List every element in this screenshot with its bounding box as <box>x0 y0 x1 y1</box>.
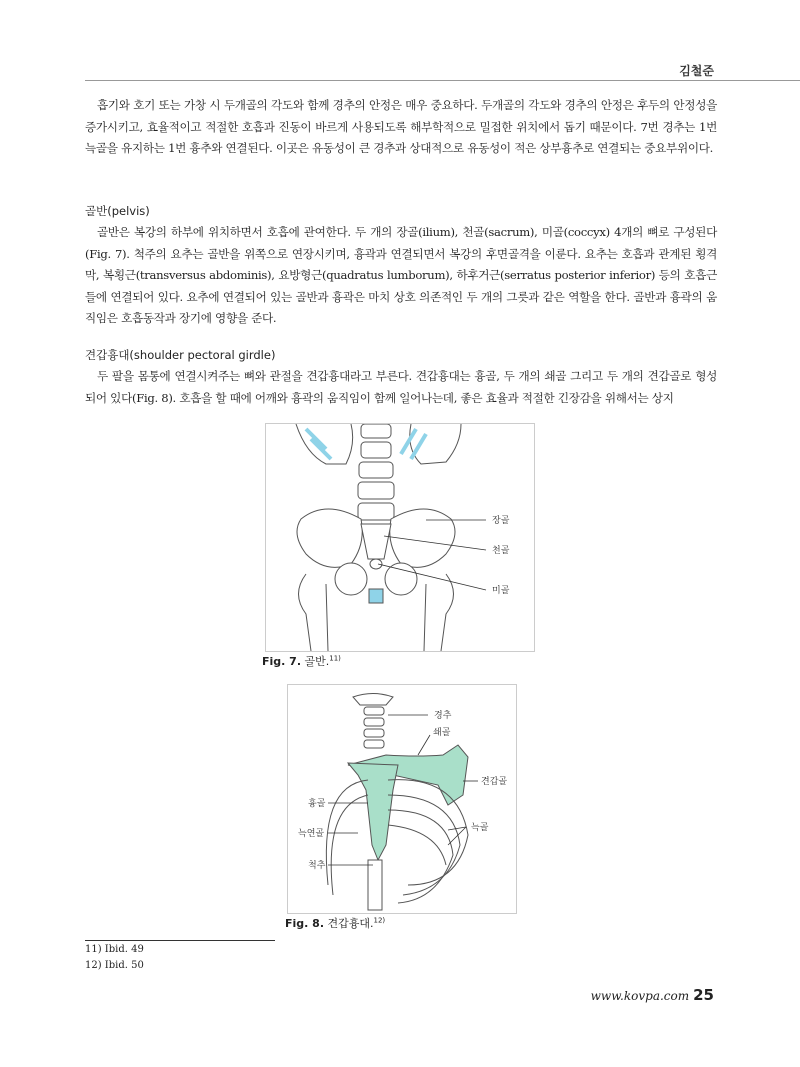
fig8-footnote-ref: 12) <box>373 916 386 925</box>
page-footer <box>591 986 714 1004</box>
pelvis-illustration <box>266 424 534 651</box>
fig8-title: 견갑흉대. <box>327 917 374 930</box>
intro-text: 흡기와 호기 또는 가창 시 두개골의 각도와 함께 경추의 안정은 매우 중요하다. 두개골의 각도와 경추의 안정은 후두의 안정성을 증가시키고, 효율적이고 적절한 호흡과 진동이 바르게 사용되도록 해부학적으로 밀접한 위치에서 돕기 때문이다. 7번 경추는 1번 늑골을 유지하는 1번 흉추와 연결된다. 이곳은 유동성이 큰 경추과 상대적으로 유동성이 적은 상부흉추로 연결되는 중요부위이다. <box>85 98 717 155</box>
label-ribs: 늑골 <box>471 823 489 833</box>
footnote-rule <box>85 940 275 941</box>
pelvis-paragraph <box>85 222 717 330</box>
fig7-caption <box>262 653 341 669</box>
footnote-12: 12) Ibid. 50 <box>85 960 144 971</box>
fig8-caption <box>285 915 385 931</box>
label-coccyx: 미골 <box>492 586 510 596</box>
page-number: 25 <box>693 986 714 1004</box>
header-rule <box>85 80 800 81</box>
figure-pelvis <box>265 423 535 652</box>
running-header-author: 김철준 <box>679 64 714 78</box>
intro-paragraph <box>85 95 717 160</box>
girdle-heading: 견갑흉대(shoulder pectoral girdle) <box>85 348 276 362</box>
pelvis-heading: 골반(pelvis) <box>85 204 150 218</box>
fig7-title: 골반. <box>304 655 330 668</box>
footer-site: www.kovpa.com <box>590 989 690 1003</box>
label-clavicle: 쇄골 <box>433 728 451 738</box>
girdle-text: 두 팔을 몸통에 연결시켜주는 뼈와 관절을 견갑흉대라고 부른다. 견갑흉대는 흉골, 두 개의 쇄골 그리고 두 개의 견갑골로 형성되어 있다(Fig. 8). 호흡을 할 때에 어깨와 흉곽의 움직임이 함께 일어나는데, 좋은 효율과 적절한 긴장감을 위해서는 상지 <box>85 369 717 405</box>
label-sacrum: 천골 <box>492 546 510 556</box>
label-spine: 척추 <box>308 861 326 871</box>
label-scapula: 견갑골 <box>481 777 508 787</box>
fig7-number: Fig. 7. <box>262 655 301 668</box>
fig7-footnote-ref: 11) <box>329 654 341 663</box>
shoulder-girdle-illustration <box>288 685 516 913</box>
label-costal-cartilage: 늑연골 <box>298 829 325 839</box>
label-ilium: 장골 <box>492 516 510 526</box>
pelvis-text: 골반은 복강의 하부에 위치하면서 호흡에 관여한다. 두 개의 장골(ilium), 천골(sacrum), 미골(coccyx) 4개의 뼈로 구성된다(Fig. 7). 척주의 요추는 골반을 위쪽으로 연장시키며, 흉곽과 연결되면서 복강의 후면골격을 이룬다. 요추는 호흡과 관계된 횡격막, 복횡근(transversus abdominis), 요방형근(quadratus lumborum), 하후거근(serratus posterior inferior) 등의 호흡근들에 연결되어 있다. 요추에 연결되어 있는 골반과 흉곽은 마치 상호 의존적인 두 개의 그릇과 같은 역할을 한다. 골반과 흉곽의 움직임은 호흡동작과 장기에 영향을 준다. <box>85 225 717 325</box>
girdle-paragraph <box>85 366 717 409</box>
fig8-number: Fig. 8. <box>285 917 324 930</box>
footnote-11: 11) Ibid. 49 <box>85 944 144 955</box>
label-sternum: 흉골 <box>308 799 326 809</box>
figure-shoulder-girdle <box>287 684 517 914</box>
label-cervical: 경추 <box>434 711 452 721</box>
